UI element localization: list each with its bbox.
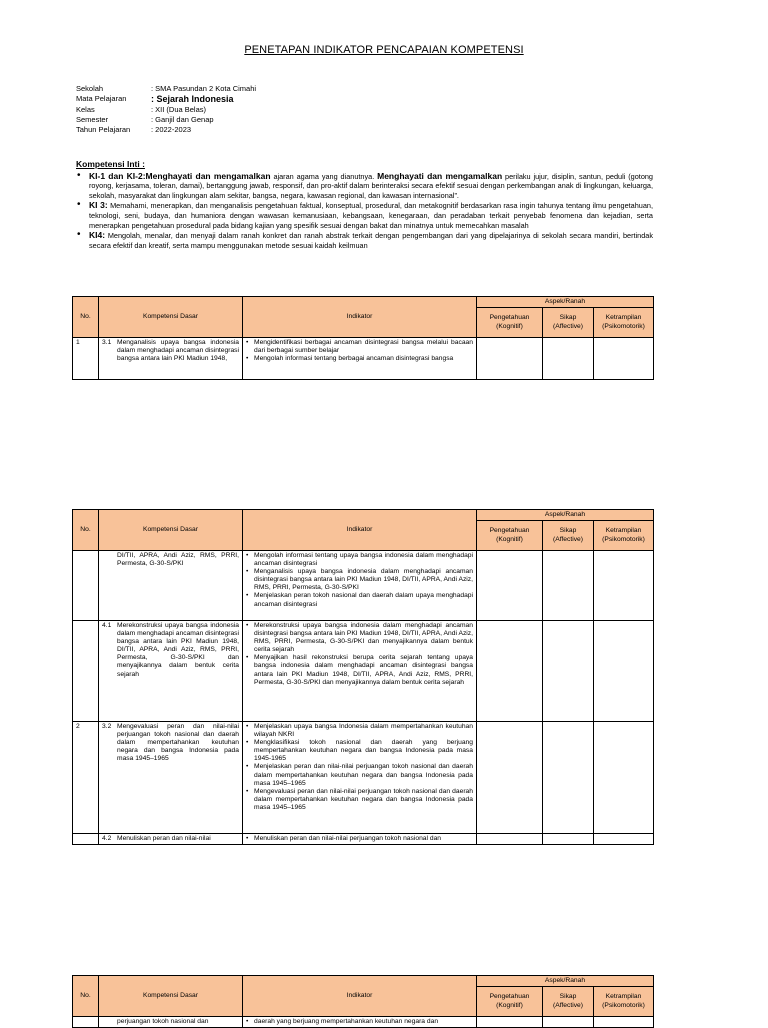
indikator-list [246,339,473,363]
kompetensi-dasar-cell [99,722,243,834]
sikap-cell [543,834,594,845]
kompetensi-dasar [102,723,239,763]
info-label: Kelas [76,104,95,114]
info-row-semester [76,115,256,125]
header-sikap: Sikap (Affective) [543,521,594,551]
indikator-cell [243,1017,477,1028]
header-aspek-ranah: Aspek/Ranah [477,510,654,521]
info-value: : Sejarah Indonesia [151,94,234,105]
indikator-item: • Menyajikan hasil rekonstruksi berupa cerita sejarah tentang upaya bangsa indonesia dalam menghadapi ancaman disintegrasi bangsa antara lain PKI Madiun 1948, DI/TII, APRA, Andi Aziz, RMS, PRRI, Permesta, G-30-S/PKI dan menyajikannya dalam bentuk cerita sejarah [246,654,473,686]
table-header-row [73,976,654,987]
info-value: : SMA Pasundan 2 Kota Cimahi [151,84,257,93]
header-no: No. [73,510,99,551]
kd-text: Menuliskan peran dan nilai-nilai [117,835,211,842]
kompetensi-dasar-cell [99,551,243,621]
indikator-item: • Menjelaskan upaya bangsa Indonesia dalam mempertahankan keutuhan wilayah NKRI [246,723,473,739]
kd-number: 3.2 [102,723,112,730]
info-row-kelas [76,105,256,115]
kompetensi-inti-list [76,172,653,251]
indikator-item: • daerah yang berjuang mempertahankan keutuhan negara dan [246,1018,473,1026]
table-row [73,621,654,722]
kompetensi-inti-item [76,172,653,201]
kompetensi-dasar [102,552,239,568]
page-title: PENETAPAN INDIKATOR PENCAPAIAN KOMPETENSI [244,44,524,56]
indikator-list [246,723,473,812]
table-row [73,834,654,845]
kompetensi-inti-item [76,231,653,250]
header-kompetensi-dasar: Kompetensi Dasar [99,976,243,1017]
info-label: Sekolah [76,84,104,93]
indikator-cell [243,551,477,621]
table-header-row [73,297,654,308]
table-row [73,551,654,621]
ki-text: Memahami, menerapkan, dan menganalisis pengetahuan faktual, konseptual, prosedural, dan metakognitif berdasarkan rasa ingin tahunya tentang ilmu pengetahuan, teknologi, seni, budaya, dan humaniora dengan wawasan kemanusiaan, kebangsaan, kenegaraan, dan peradaban terkait penyebab fenomena dan kejadian, serta menerapkan pengetahuan prosedural pada bidang kajian yang spesifik sesuai dengan bakat dan minatnya untuk memecahkan masalah [89,201,653,230]
kompetensi-dasar-cell [99,621,243,722]
kd-text: Merekonstruksi upaya bangsa indonesia dalam menghadapi ancaman disintegrasi bangsa antara lain PKI Madiun 1948, DI/TII, APRA, Andi Aziz, RMS, PRRI, Permesta, G-30-S/PKI dan menyajikannya dalam bentuk cerita sejarah [117,622,239,678]
indikator-cell [243,338,477,380]
info-row-mata-pelajaran [76,94,256,104]
row-number [73,1017,99,1028]
info-value: : 2022-2023 [151,125,192,135]
kompetensi-dasar-cell [99,834,243,845]
info-value: : XII (Dua Belas) [151,104,207,114]
ki-text: Mengolah, menalar, dan menyaji dalam ranah konkret dan ranah abstrak terkait dengan pengembangan dari yang dipelajarinya di sekolah secara mandiri, bertindak secara efektif dan kreatif, serta mampu menggunakan metode sesuai kaidah keilmuan [89,231,653,250]
keterampilan-cell [594,834,654,845]
indikator-list [246,622,473,687]
keterampilan-cell [594,338,654,380]
row-number [73,551,99,621]
indikator-item: • Menuliskan peran dan nilai-nilai perjuangan tokoh nasional dan [246,835,473,843]
header-pengetahuan: Pengetahuan (Kognitif) [477,521,543,551]
indikator-item: • Mengolah informasi tentang berbagai ancaman disintegrasi bangsa [246,355,473,363]
sikap-cell [543,551,594,621]
kd-number [102,552,117,568]
row-number: 2 [73,722,99,834]
indikator-cell [243,621,477,722]
indikator-item: • Menjelaskan peran dan nilai-nilai perjuangan tokoh nasional dan daerah dalam mempertahankan keutuhan negara dan bangsa Indonesia pada masa 1945–1965 [246,763,473,787]
keterampilan-cell [594,621,654,722]
indikator-item: • Mengidentifikasi berbagai ancaman disintegrasi bangsa melalui bacaan dari berbagai sumber belajar [246,339,473,355]
kompetensi-inti-heading: Kompetensi Inti : [76,159,145,169]
info-row-tahun-pelajaran [76,125,256,135]
info-value: : Ganjil dan Genap [151,114,214,124]
indikator-cell [243,834,477,845]
sikap-cell [543,621,594,722]
ki-label: KI 3: [89,200,108,211]
pengetahuan-cell [477,834,543,845]
pengetahuan-cell [477,338,543,380]
row-number [73,621,99,722]
indikator-item: • Mengolah informasi tentang upaya bangsa indonesia dalam menghadapi ancaman disintegrasi [246,552,473,568]
school-info [76,84,256,135]
kd-number [102,1018,117,1026]
kompetensi-dasar [102,1018,239,1026]
header-no: No. [73,976,99,1017]
pengetahuan-cell [477,1017,543,1028]
kd-number: 3.1 [102,339,112,346]
keterampilan-cell [594,1017,654,1028]
header-sikap: Sikap (Affective) [543,987,594,1017]
kompetensi-dasar [102,622,239,679]
info-label: Semester [76,114,109,124]
keterampilan-cell [594,551,654,621]
indicator-table [72,296,654,380]
ki-label: KI-1 dan KI-2:Menghayati dan mengamalkan [89,170,271,181]
header-keterampilan: Ketrampilan (Psikomotorik) [594,308,654,338]
kompetensi-dasar [102,339,239,363]
row-number: 1 [73,338,99,380]
header-keterampilan: Ketrampilan (Psikomotorik) [594,521,654,551]
header-pengetahuan: Pengetahuan (Kognitif) [477,987,543,1017]
kd-text: DI/TII, APRA, Andi Aziz, RMS, PRRI, Permesta, G-30-S/PKI [117,552,239,568]
indikator-item: • Mengevaluasi peran dan nilai-nilai perjuangan tokoh nasional dan daerah dalam mempertahankan keutuhan negara dan bangsa Indonesia pada masa 1945–1965 [246,788,473,812]
header-keterampilan: Ketrampilan (Psikomotorik) [594,987,654,1017]
info-label: Mata Pelajaran [76,94,127,104]
kompetensi-dasar-cell [99,338,243,380]
kd-number: 4.2 [102,835,112,842]
header-pengetahuan: Pengetahuan (Kognitif) [477,308,543,338]
header-indikator: Indikator [243,976,477,1017]
indikator-item: • Merekonstruksi upaya bangsa indonesia dalam menghadapi ancaman disintegrasi bangsa antara lain PKI Madiun 1948, DI/TII, APRA, Andi Aziz, RMS, PRRI, Permesta, G-30-S/PKI dan menyajikannya dalam bentuk cerita sejarah [246,622,473,654]
ki-text: ajaran agama yang dianutnya. [270,171,378,181]
indikator-cell [243,722,477,834]
header-aspek-ranah: Aspek/Ranah [477,976,654,987]
kompetensi-dasar [102,835,239,843]
header-kompetensi-dasar: Kompetensi Dasar [99,510,243,551]
info-row-sekolah [76,84,256,94]
pengetahuan-cell [477,551,543,621]
header-kompetensi-dasar: Kompetensi Dasar [99,297,243,338]
sikap-cell [543,1017,594,1028]
indicator-table [72,975,654,1028]
header-no: No. [73,297,99,338]
ki-label: Menghayati dan mengamalkan [377,170,503,181]
kd-number: 4.1 [102,622,112,629]
table-row [73,722,654,834]
kd-text: perjuangan tokoh nasional dan [117,1018,209,1025]
indikator-item: • Menjelaskan peran tokoh nasional dan daerah dalam upaya menghadapi ancaman disintegrasi [246,592,473,608]
table-header-row [73,510,654,521]
sikap-cell [543,722,594,834]
row-number [73,834,99,845]
kompetensi-dasar-cell [99,1017,243,1028]
pengetahuan-cell [477,621,543,722]
header-sikap: Sikap (Affective) [543,308,594,338]
table-row [73,338,654,380]
pengetahuan-cell [477,722,543,834]
kompetensi-inti-section [76,160,653,251]
indikator-list [246,552,473,609]
info-label: Tahun Pelajaran [76,125,131,135]
kompetensi-inti-item [76,201,653,230]
indikator-item: • Mengklasifikasi tokoh nasional dan daerah yang berjuang mempertahankan keutuhan negara dan bangsa Indonesia pada masa 1945-1965 [246,739,473,763]
keterampilan-cell [594,722,654,834]
indikator-list [246,835,473,843]
indikator-item: • Menganalisis upaya bangsa indonesia dalam menghadapi ancaman disintegrasi bangsa antara lain PKI Madiun 1948, DI/TII, APRA, Andi Aziz, RMS, PRRI, Permesta, G-30-S/PKI [246,568,473,592]
ki-text: perilaku jujur, disiplin, santun, peduli (gotong royong, kerjasama, toleran, damai), bertanggung jawab, responsif, dan pro-aktif dalam berinteraksi secara efektif sesuai dengan perkembangan anak di lingkungan, keluarga, sekolah, masyarakat dan lingkungan alam sekitar, bangsa, negara, kawasan regional, dan kawasan internasional”. [89,171,653,200]
kd-text: Menganalisis upaya bangsa indonesia dalam menghadapi ancaman disintegrasi bangsa antara lain PKI Madiun 1948, [117,339,239,363]
header-indikator: Indikator [243,510,477,551]
header-indikator: Indikator [243,297,477,338]
table-row [73,1017,654,1028]
kd-text: Mengevaluasi peran dan nilai-nilai perjuangan tokoh nasional dan daerah dalam mempertahankan keutuhan negara dan bangsa Indonesia pada masa 1945–1965 [117,723,239,763]
sikap-cell [543,338,594,380]
header-aspek-ranah: Aspek/Ranah [477,297,654,308]
indicator-table [72,509,654,845]
indikator-list [246,1018,473,1026]
ki-label: KI4: [89,230,106,241]
